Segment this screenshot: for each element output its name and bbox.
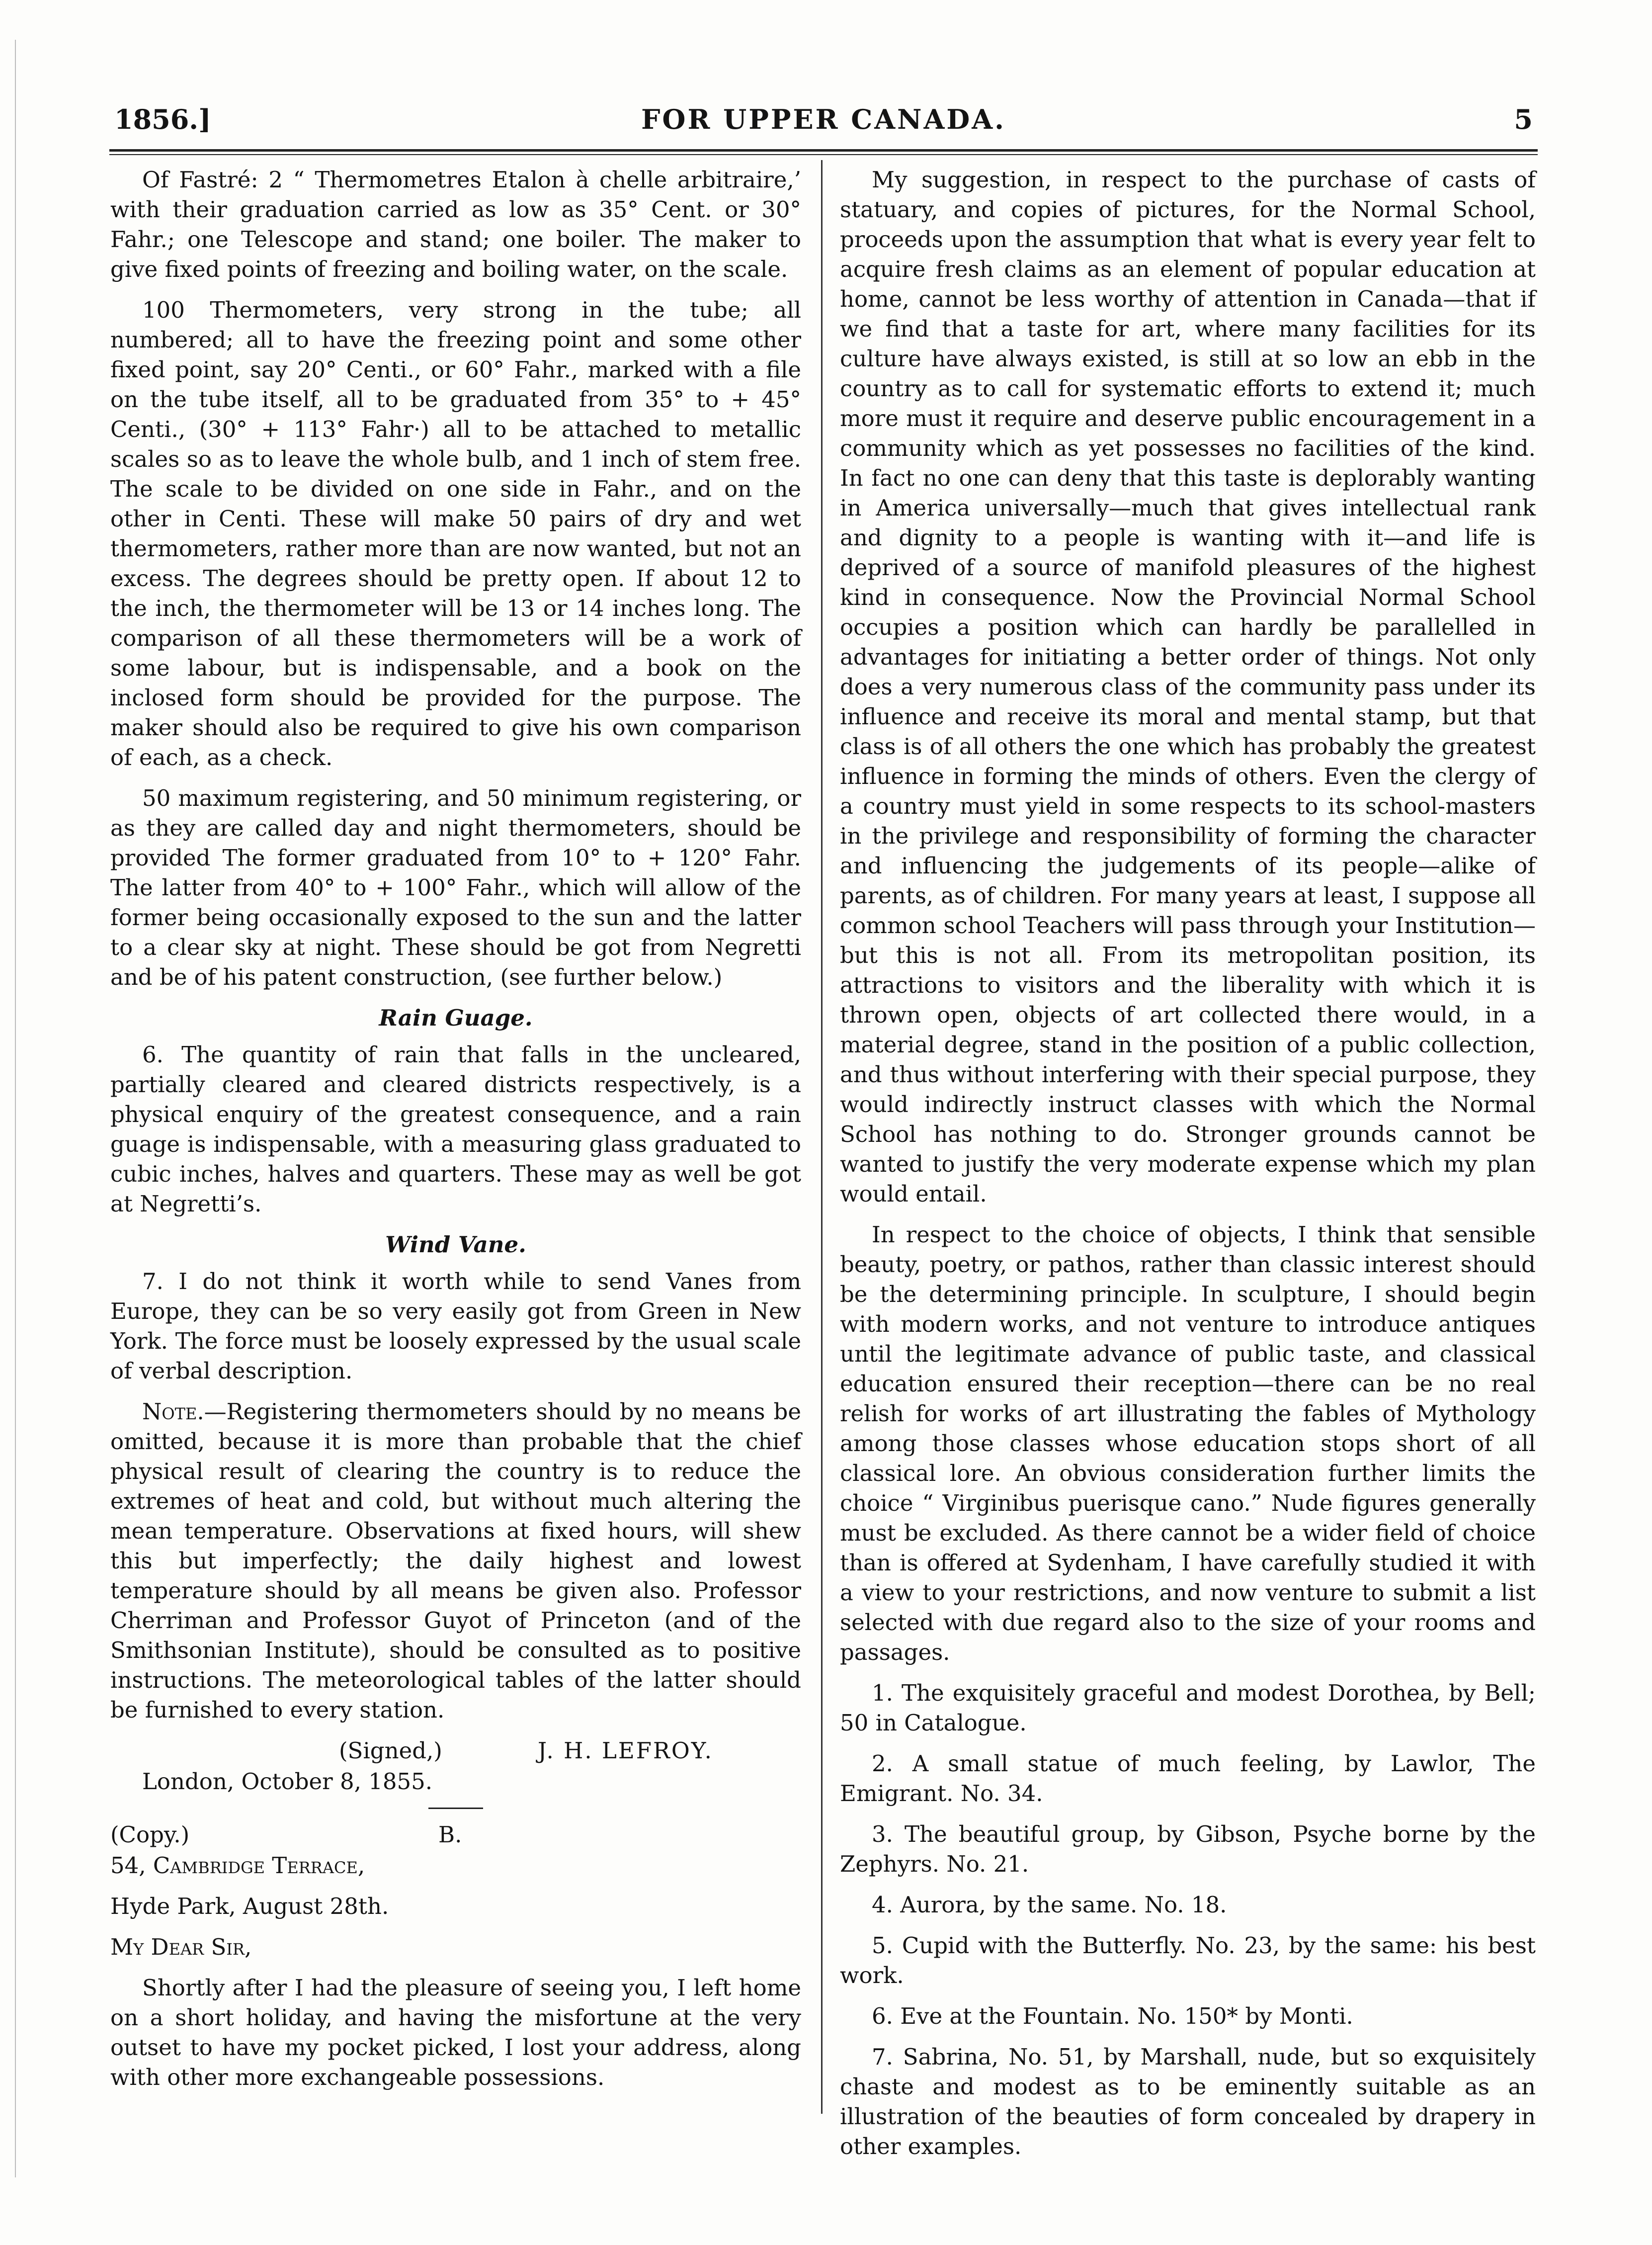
catalogue-list (840, 1678, 1536, 2161)
paragraph-registering: 50 maximum registering, and 50 minimum registering, or as they are called day and night thermometers, should be provided The former graduated from 10° to + 120° Fahr. The latter from 40° to + 100° Fahr., which will allow of the former being occasionally exposed to the sun and the latter to a clear sky at night. These should be got from Negretti and be of his patent construction, (see further below.) (110, 785, 801, 990)
section-b-label: B. (438, 1821, 462, 1848)
copy-line (110, 1820, 801, 1851)
binding-edge-mark (15, 40, 16, 2177)
page-number: 5 (1514, 103, 1533, 135)
dateline: London, October 8, 1855. (142, 1768, 433, 1795)
running-header (109, 97, 1538, 142)
header-rule-thin (109, 154, 1538, 155)
header-title: FOR UPPER CANADA. (641, 103, 1006, 135)
heading-rain-guage: Rain Guage. (379, 1005, 533, 1031)
list-item: 6. Eve at the Fountain. No. 150* by Monti. (872, 2003, 1353, 2029)
left-column (110, 165, 801, 2103)
right-column (840, 165, 1536, 2172)
header-year: 1856.] (114, 103, 211, 135)
paragraph-thermometers: 100 Thermometers, very strong in the tube; all numbered; all to have the freezing point and some other fixed point, say 20° Centi., or 60° Fahr., marked with a file on the tube itself, all to be graduated from 35° to + 45° Centi., (30° + 113° Fahr·) all to be attached to metallic scales so as to leave the whole bulb, and 1 inch of stem free. The scale to be divided on one side in Fahr., and on the other in Centi. These will make 50 pairs of dry and wet thermometers, rather more than are now wanted, but not an excess. The degrees should be pretty open. If about 12 to the inch, the thermometer will be 13 or 14 inches long. The comparison of all these thermometers will be a work of some labour, but is indispensable, and a book on the inclosed form should be provided for the purpose. The maker should also be required to give his own comparison of each, as a check. (110, 297, 801, 771)
signature-line (110, 1736, 801, 1767)
paragraph-suggestion: My suggestion, in respect to the purchase of casts of statuary, and copies of pictures, for the Normal School, proceeds upon the assumption that what is every year felt to acquire fresh claims as an element of popular education at home, cannot be less worthy of attention in Canada—that if we find that a taste for art, where many facilities for its culture have always existed, is still at so low an ebb in the country as to call for systematic efforts to extend it; much more must it require and deserve public encouragement in a community which as yet possesses no facilities of the kind. In fact no one can deny that this taste is deplorably wanting in America universally—much that gives intellectual rank and dignity to a people is wanting with it—and life is deprived of a source of manifold pleasures of the highest kind in consequence. Now the Provincial Normal School occupies a position which can hardly be parallelled in advantages for initiating a better order of things. Not only does a very numerous class of the community pass under its influence and receive its moral and mental stamp, but that class is of all others the one which has probably the greatest influence in forming the minds of others. Even the clergy of a country must yield in some respects to its school-masters in the privilege and responsibility of forming the character and influencing the judgements of its people—alike of parents, as of children. For many years at least, I suppose all common school Teachers will pass through your Institution—but this is not all. From its metropolitan position, its attractions to visitors and the liberality with which it is thrown open, objects of art collected there would, in a material degree, stand in the position of a public collection, and thus without interfering with their special purpose, they would indirectly instruct classes with which the Normal School has nothing to do. Stronger grounds cannot be wanted to justify the very moderate expense which my plan would entail. (840, 167, 1536, 1207)
address-line-2: Hyde Park, August 28th. (110, 1893, 389, 1919)
list-item: 3. The beautiful group, by Gibson, Psyche borne by the Zephyrs. No. 21. (840, 1821, 1536, 1877)
paragraph-rain: 6. The quantity of rain that falls in the uncleared, partially cleared and cleared districts respectively, is a physical enquiry of the greatest consequence, and a rain guage is indispensable, with a measuring glass graduated to cubic inches, halves and quarters. These may as well be got at Negretti’s. (110, 1041, 801, 1217)
list-item: 4. Aurora, by the same. No. 18. (872, 1892, 1227, 1918)
salutation: My Dear Sir, (110, 1934, 252, 1960)
address-line-1: 54, Cambridge Terrace, (110, 1852, 365, 1879)
list-item: 2. A small statue of much feeling, by Lawlor, The Emigrant. No. 34. (840, 1750, 1536, 1807)
header-rule (109, 149, 1538, 152)
note-text: —Registering thermometers should by no means be omitted, because it is more than probable that the chief physical result of clearing the country is to reduce the extremes of heat and cold, but without much altering the mean temperature. Observations at fixed hours, will shew this but imperfectly; the daily highest and lowest temperature should by all means be given also. Professor Cherriman and Professor Guyot of Princeton (and of the Smithsonian Institute), should be consulted as to positive instructions. The meteorological tables of the latter should be furnished to every station. (110, 1398, 801, 1723)
signed-label: (Signed,) (339, 1737, 442, 1764)
copy-label: (Copy.) (110, 1821, 190, 1848)
list-item: 5. Cupid with the Butterfly. No. 23, by the same: his best work. (840, 1932, 1536, 1988)
paragraph-wind: 7. I do not think it worth while to send Vanes from Europe, they can be so very easily got from Green in New York. The force must be loosely expressed by the usual scale of verbal description. (110, 1268, 801, 1384)
list-item: 7. Sabrina, No. 51, by Marshall, nude, but so exquisitely chaste and modest as to be eminently suitable as an illustration of the beauties of form concealed by drapery in other examples. (840, 2044, 1536, 2159)
heading-wind-vane: Wind Vane. (385, 1231, 526, 1258)
section-rule (428, 1808, 483, 1809)
paragraph-letter-opening: Shortly after I had the pleasure of seeing you, I left home on a short holiday, and having the misfortune at the very outset to have my pocket picked, I lost your address, along with other more exchangeable possessions. (110, 1975, 801, 2090)
paragraph-note (110, 1397, 801, 1725)
paragraph-choice: In respect to the choice of objects, I think that sensible beauty, poetry, or pathos, rather than classic interest should be the determining principle. In sculpture, I should begin with modern works, and not venture to introduce antiques until the legitimate advance of public taste, and classical education ensured their reception—there can be no real relish for works of art illustrating the fables of Mythology among those classes whose education stops short of all classical lore. An obvious consideration further limits the choice “ Virginibus puerisque cano.” Nude figures generally must be excluded. As there cannot be a wider field of choice than is offered at Sydenham, I have carefully studied it with a view to your restrictions, and now venture to submit a list selected with due regard also to the size of your rooms and passages. (840, 1221, 1536, 1665)
column-divider (821, 160, 823, 2114)
signer-name: J. H. LEFROY. (538, 1737, 713, 1764)
note-label: Note. (142, 1398, 204, 1425)
paragraph-fastre: Of Fastré: 2 “ Thermometres Etalon à chelle arbitraire,’ with their graduation carried as low as 35° Cent. or 30° Fahr.; one Telescope and stand; one boiler. The maker to give fixed points of freezing and boiling water, on the scale. (110, 167, 801, 282)
list-item: 1. The exquisitely graceful and modest Dorothea, by Bell; 50 in Catalogue. (840, 1680, 1536, 1736)
